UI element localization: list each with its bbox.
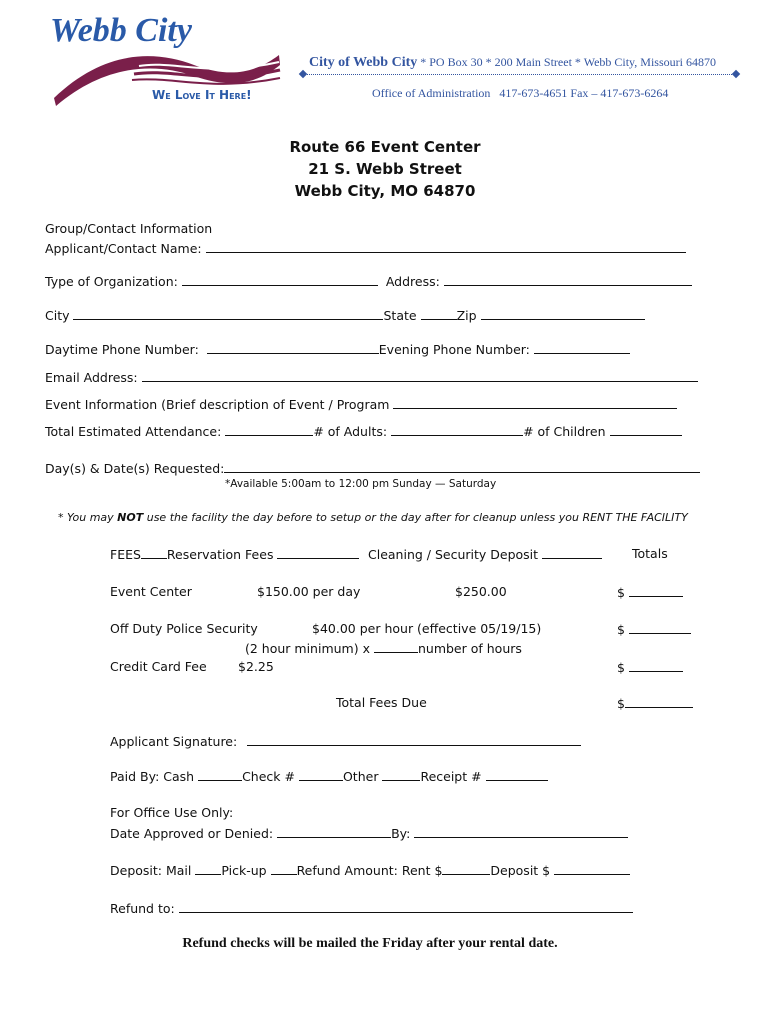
contact-section-label: Group/Contact Information	[45, 221, 213, 236]
address-line: * PO Box 30 * 200 Main Street * Webb City, Missouri 64870	[420, 55, 716, 69]
total-due-field[interactable]	[625, 695, 693, 708]
eve-phone-label: Evening Phone Number:	[378, 342, 530, 357]
dates-row	[45, 460, 700, 476]
day-phone-label: Daytime Phone Number:	[45, 342, 199, 357]
police-total	[617, 621, 691, 637]
police-minimum-row	[245, 640, 522, 656]
divider-dot-right	[732, 70, 740, 78]
notice-bold: NOT	[117, 511, 144, 524]
by-field[interactable]	[414, 825, 628, 838]
adults-label: # of Adults:	[313, 424, 388, 439]
header-divider	[304, 74, 736, 75]
state-label: State	[383, 308, 417, 323]
police-label: Off Duty Police Security	[110, 621, 258, 636]
org-type-row	[45, 273, 692, 289]
org-type-label: Type of Organization:	[45, 274, 178, 289]
dollar-sign: $	[617, 585, 625, 600]
org-type-field[interactable]	[182, 273, 378, 286]
footer-note: Refund checks will be mailed the Friday after your rental date.	[182, 936, 558, 951]
total-due-label: Total Fees Due	[336, 695, 427, 710]
title-line-2: 21 S. Webb Street	[308, 160, 462, 178]
org-name: City of Webb City	[309, 55, 418, 70]
deposit-amount-field[interactable]	[554, 862, 630, 875]
attendance-row	[45, 423, 682, 439]
availability-note: *Available 5:00am to 12:00 pm Sunday — Saturday	[225, 478, 497, 490]
card-fee-total	[617, 659, 683, 675]
event-info-label: Event Information (Brief description of Event / Program	[45, 397, 390, 412]
approved-field[interactable]	[277, 825, 391, 838]
pickup-label: Pick-up	[221, 863, 267, 878]
applicant-row	[45, 240, 686, 256]
card-fee-total-field[interactable]	[629, 659, 683, 672]
dollar-sign: $	[617, 622, 625, 637]
paid-by-label: Paid By: Cash	[110, 769, 195, 784]
refund-to-field[interactable]	[179, 900, 633, 913]
police-min-b: number of hours	[417, 641, 522, 656]
applicant-label: Applicant/Contact Name:	[45, 241, 202, 256]
police-total-field[interactable]	[629, 621, 691, 634]
total-due-total	[617, 695, 693, 711]
event-center-deposit: $250.00	[455, 584, 507, 599]
cleaning-label: Cleaning / Security Deposit	[368, 547, 539, 562]
dates-field[interactable]	[224, 460, 700, 473]
police-min-a: (2 hour minimum) x	[245, 641, 370, 656]
email-field[interactable]	[142, 369, 698, 382]
cleaning-field[interactable]	[542, 546, 602, 559]
zip-label: Zip	[456, 308, 477, 323]
city-label: City	[45, 308, 70, 323]
fees-blank[interactable]	[141, 546, 167, 559]
title-line-3: Webb City, MO 64870	[294, 182, 476, 200]
event-info-row	[45, 396, 677, 412]
by-label: By:	[391, 826, 411, 841]
check-label: Check #	[242, 769, 295, 784]
check-field[interactable]	[299, 768, 343, 781]
payment-row	[110, 768, 548, 784]
refund-to-row	[110, 900, 633, 916]
logo-tagline: We Love It Here!	[152, 88, 252, 102]
police-hours-field[interactable]	[374, 640, 418, 653]
logo-title: Webb City	[50, 12, 192, 49]
reservation-label: Reservation Fees	[166, 547, 274, 562]
day-phone-field[interactable]	[207, 341, 379, 354]
children-field[interactable]	[610, 423, 682, 436]
email-row	[45, 369, 698, 385]
police-rate: $40.00 per hour (effective 05/19/15)	[312, 621, 542, 636]
notice-post: use the facility the day before to setup or the day after for cleanup unless you RENT THE FACILITY	[143, 511, 688, 524]
children-label: # of Children	[523, 424, 606, 439]
fees-label: FEES	[110, 547, 141, 562]
facility-notice	[58, 511, 688, 524]
attendance-label: Total Estimated Attendance:	[45, 424, 222, 439]
eve-phone-field[interactable]	[534, 341, 630, 354]
approved-row	[110, 825, 628, 841]
cleaning-deposit-header	[368, 546, 602, 562]
card-fee-label: Credit Card Fee	[110, 659, 207, 674]
divider-dot-left	[299, 70, 307, 78]
address-field[interactable]	[444, 273, 692, 286]
signature-row	[110, 733, 581, 749]
dates-label: Day(s) & Date(s) Requested:	[45, 461, 225, 476]
phone-row	[45, 341, 630, 357]
receipt-label: Receipt #	[420, 769, 482, 784]
deposit-amount-label: Deposit $	[490, 863, 551, 878]
email-label: Email Address:	[45, 370, 138, 385]
signature-label: Applicant Signature:	[110, 734, 238, 749]
event-center-label: Event Center	[110, 584, 192, 599]
deposit-mail-label: Deposit: Mail	[110, 863, 192, 878]
cash-field[interactable]	[198, 768, 242, 781]
totals-label: Totals	[632, 546, 668, 561]
card-fee-amount: $2.25	[238, 659, 274, 674]
pickup-field[interactable]	[271, 862, 297, 875]
address-label: Address:	[385, 274, 440, 289]
approved-label: Date Approved or Denied:	[110, 826, 274, 841]
attendance-field[interactable]	[225, 423, 313, 436]
refund-rent-field[interactable]	[442, 862, 490, 875]
header-address	[309, 55, 716, 71]
city-logo	[44, 10, 294, 110]
refund-amount-label: Refund Amount: Rent $	[296, 863, 443, 878]
mail-field[interactable]	[195, 862, 221, 875]
fees-header-row	[110, 546, 359, 562]
other-field[interactable]	[382, 768, 420, 781]
office-line: Office of Administration 417-673-4651 Fax – 417-673-6264	[372, 86, 669, 100]
zip-field[interactable]	[481, 307, 645, 320]
applicant-field[interactable]	[206, 240, 686, 253]
event-center-total-field[interactable]	[629, 584, 683, 597]
deposit-row	[110, 862, 630, 878]
city-field[interactable]	[73, 307, 383, 320]
title-line-1: Route 66 Event Center	[289, 138, 481, 156]
refund-to-label: Refund to:	[110, 901, 175, 916]
office-heading: For Office Use Only:	[110, 805, 234, 820]
other-label: Other	[342, 769, 379, 784]
reservation-field[interactable]	[277, 546, 359, 559]
state-field[interactable]	[421, 307, 457, 320]
event-center-total	[617, 584, 683, 600]
event-center-rate: $150.00 per day	[257, 584, 361, 599]
dollar-sign: $	[617, 660, 625, 675]
signature-field[interactable]	[247, 733, 581, 746]
notice-pre: * You may	[58, 511, 118, 524]
adults-field[interactable]	[391, 423, 523, 436]
event-info-field[interactable]	[393, 396, 677, 409]
dollar-sign: $	[617, 696, 625, 711]
receipt-field[interactable]	[486, 768, 548, 781]
city-row	[45, 307, 645, 323]
